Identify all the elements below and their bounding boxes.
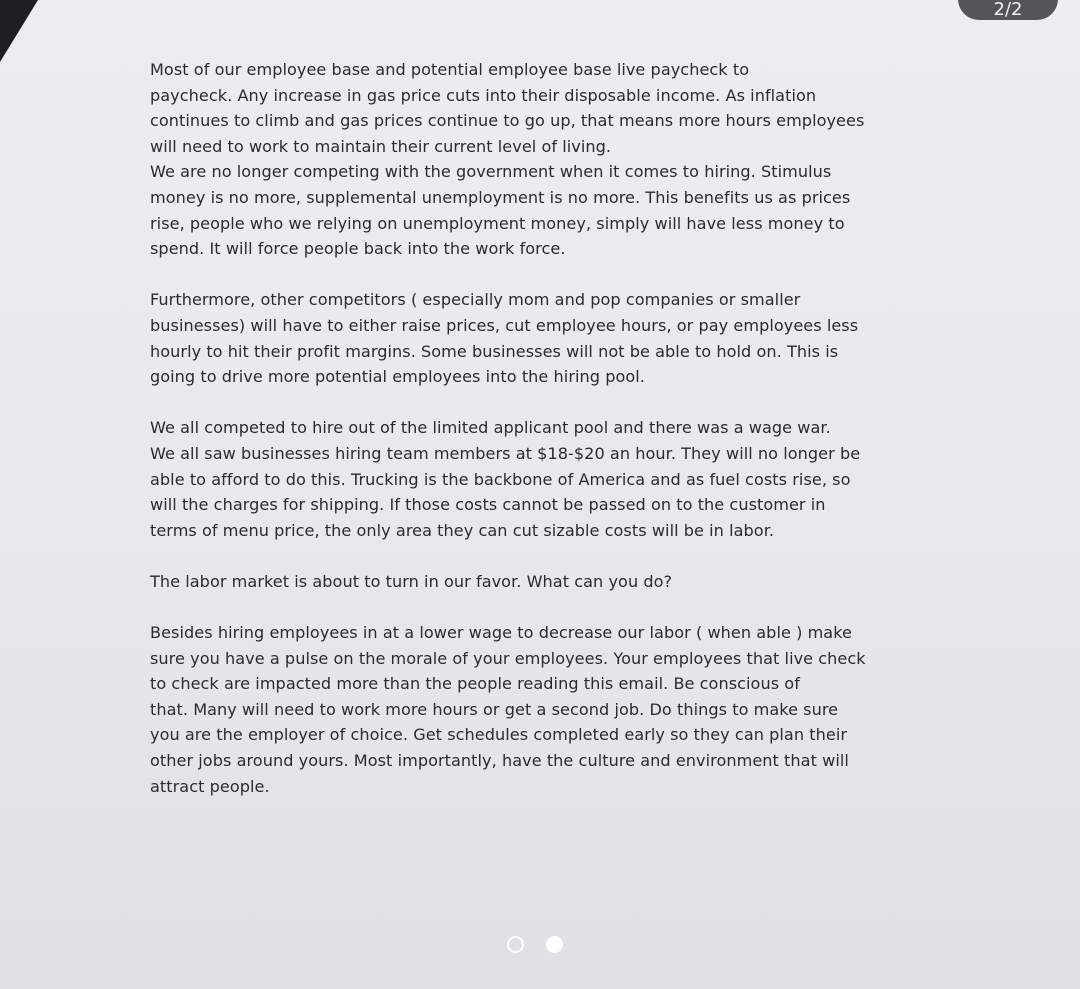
text-line: We all competed to hire out of the limited applicant pool and there was a wage war. — [150, 418, 831, 438]
text-line: Furthermore, other competitors ( especially mom and pop companies or smaller — [150, 290, 801, 310]
text-line: attract people. — [150, 776, 270, 796]
page-counter-badge — [958, 0, 1058, 20]
text-line: We all saw businesses hiring team members at $18-$20 an hour. They will no longer be — [150, 443, 861, 463]
text-line: rise, people who we relying on unemployment money, simply will have less money to — [150, 213, 845, 233]
text-line: sure you have a pulse on the morale of your employees. Your employees that live check — [150, 648, 866, 668]
paragraph-labor-market — [150, 569, 930, 595]
text-line: continues to climb and gas prices continue to go up, that means more hours employees — [150, 111, 865, 131]
text-line: Most of our employee base and potential employee base live paycheck to — [150, 60, 750, 79]
text-line: going to drive more potential employees into the hiring pool. — [150, 367, 645, 387]
text-line: businesses) will have to either raise prices, cut employee hours, or pay employees less — [150, 315, 859, 335]
text-line: We are no longer competing with the government when it comes to hiring. Stimulus — [150, 162, 832, 182]
paragraph-wage-war — [150, 415, 930, 543]
text-line: hourly to hit their profit margins. Some businesses will not be able to hold on. This is — [150, 341, 839, 361]
page-counter-text: 2/2 — [993, 0, 1023, 20]
corner-shadow — [0, 0, 38, 62]
text-line: The labor market is about to turn in our favor. What can you do? — [150, 571, 673, 591]
text-line: able to afford to do this. Trucking is the backbone of America and as fuel costs rise, so — [150, 469, 851, 489]
text-line: Besides hiring employees in at a lower wage to decrease our labor ( when able ) make — [150, 623, 852, 643]
carousel-dot-2[interactable] — [546, 936, 563, 953]
text-line: other jobs around yours. Most importantly, have the culture and environment that will — [150, 751, 849, 771]
text-line: money is no more, supplemental unemployment is no more. This benefits us as prices — [150, 187, 851, 207]
text-line: that. Many will need to work more hours or get a second job. Do things to make sure — [150, 699, 839, 719]
paragraph-what-to-do — [150, 620, 930, 799]
text-line: you are the employer of choice. Get schedules completed early so they can plan their — [150, 725, 848, 745]
paragraph-gas-prices-and-stimulus — [150, 57, 930, 262]
carousel-dot-1[interactable] — [507, 936, 524, 953]
text-line: will need to work to maintain their current level of living. — [150, 136, 612, 156]
letter-body — [150, 57, 930, 825]
text-line: spend. It will force people back into the work force. — [150, 239, 566, 259]
text-line: paycheck. Any increase in gas price cuts into their disposable income. As inflation — [150, 85, 817, 105]
text-line: to check are impacted more than the people reading this email. Be conscious of — [150, 674, 800, 694]
text-line: terms of menu price, the only area they can cut sizable costs will be in labor. — [150, 520, 775, 540]
carousel-pagination — [507, 936, 563, 953]
paragraph-competitors — [150, 287, 930, 389]
text-line: will the charges for shipping. If those costs cannot be passed on to the customer in — [150, 495, 826, 515]
